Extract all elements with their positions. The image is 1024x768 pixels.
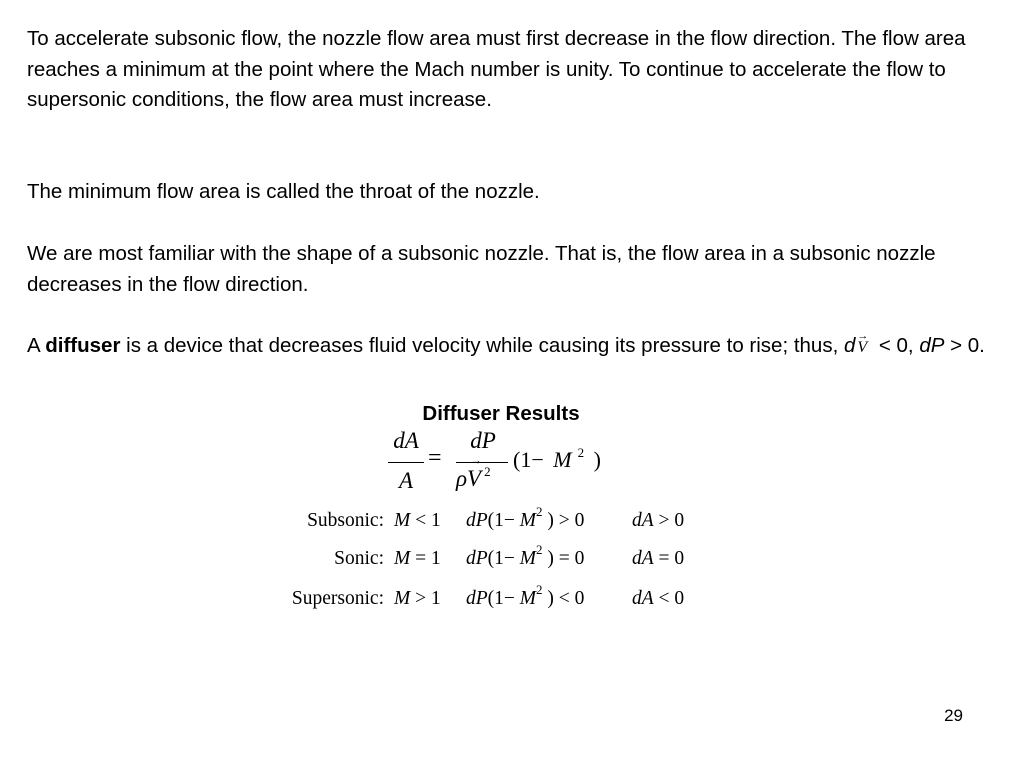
symbol-d: d	[843, 334, 856, 357]
text-lt-zero: < 0,	[873, 334, 920, 357]
section-title: Diffuser Results	[422, 402, 580, 425]
result-pressure-term: $dP(1- M^2$ ) > 0	[466, 504, 585, 531]
symbol-dP: dP	[919, 334, 945, 357]
velocity-vector-symbol: → V	[857, 333, 867, 364]
lhs-numerator: dA	[393, 428, 419, 453]
paragraph-subsonic-nozzle: We are most familiar with the shape of a subsonic nozzle. That is, the flow area in a subsonic nozzle decreases in the flow direction.	[27, 242, 936, 296]
result-area: dA = 0	[632, 548, 685, 569]
result-condition: M = 1	[394, 548, 441, 569]
mach-factor: (1− M $^2$ )	[513, 445, 601, 472]
result-condition: M < 1	[394, 510, 441, 531]
result-area: dA > 0	[632, 510, 685, 531]
result-pressure-term: $dP(1- M^2$ ) = 0	[466, 542, 585, 569]
lhs-fraction-bar	[388, 462, 424, 463]
result-condition: M > 1	[394, 588, 441, 609]
rhs-denominator: ρ → V $^2$	[456, 453, 491, 491]
result-area: dA < 0	[632, 588, 685, 609]
paragraph-accelerate-subsonic: To accelerate subsonic flow, the nozzle flow area must first decrease in the flow direction. The flow area reaches a minimum at the point where the Mach number is unity. To continue to accelerate the flow to supersonic conditions, the flow area must increase.	[27, 27, 966, 111]
paragraph-diffuser-definition	[27, 331, 1002, 364]
page-number: 29	[944, 706, 963, 725]
paragraph-throat: The minimum flow area is called the throat of the nozzle.	[27, 180, 540, 203]
result-label: Sonic:	[334, 548, 384, 569]
text-gt-zero: > 0.	[944, 334, 985, 357]
velocity-vector-symbol: → V	[467, 453, 483, 491]
vector-arrow-icon: →	[470, 453, 483, 467]
result-label: Subsonic:	[307, 510, 384, 531]
result-label: Supersonic:	[291, 588, 384, 609]
rhs-numerator: dP	[470, 428, 496, 453]
result-pressure-term: $dP(1- M^2$ ) < 0	[466, 582, 585, 609]
term-diffuser: diffuser	[45, 334, 121, 357]
equals-sign: =	[428, 445, 442, 471]
text-middle: is a device that decreases fluid velocity while causing its pressure to rise; thus,	[120, 334, 844, 357]
lhs-denominator: A	[398, 468, 414, 493]
text-prefix: A	[27, 334, 46, 357]
rho-symbol: ρ	[456, 466, 468, 491]
